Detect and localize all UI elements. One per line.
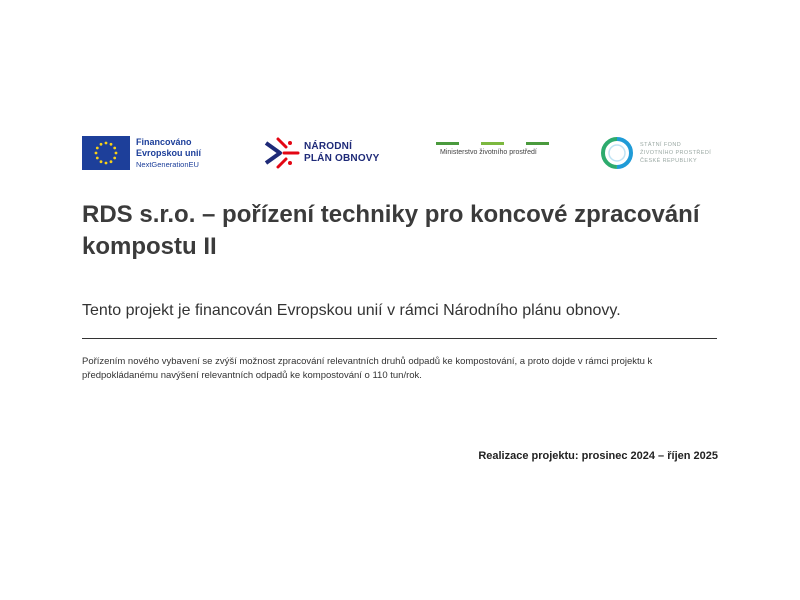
sfzp-logo-text <box>640 141 711 165</box>
logo-band <box>82 128 722 178</box>
divider-line <box>82 338 717 339</box>
project-realization-period: Realizace projektu: prosinec 2024 – říjen 2025 <box>478 450 718 462</box>
ministry-logo-bar <box>436 142 549 145</box>
sfzp-logo-line1: STÁTNÍ FOND <box>640 142 682 148</box>
funding-statement: Tento projekt je financován Evropskou unií v rámci Národního plánu obnovy. <box>82 302 621 319</box>
npo-logo-line2: PLÁN OBNOVY <box>304 153 380 164</box>
eu-logo-line3: NextGenerationEU <box>136 159 199 169</box>
eu-logo-line1: Financováno <box>136 136 192 147</box>
npo-logo-line1: NÁRODNÍ <box>304 141 353 152</box>
ministry-environment-logo <box>436 142 551 166</box>
sfzp-logo-line2: ŽIVOTNÍHO PROSTŘEDÍ <box>640 150 712 156</box>
npo-arrow-icon <box>262 135 300 171</box>
sfzp-ring-icon <box>600 136 634 170</box>
eu-funding-logo <box>82 134 201 172</box>
eu-logo-line2: Evropskou unií <box>136 147 202 158</box>
sfzp-logo-line3: ČESKÉ REPUBLIKY <box>640 158 698 164</box>
eu-logo-text <box>136 137 201 170</box>
npo-logo-text <box>304 141 380 165</box>
project-description: Pořízením nového vybavení se zvýší možnost zpracování relevantních druhů odpadů ke kompostování, a proto dojde v rámci projektu k předpokládanému navýšení relevantních odpadů ke kompostování o 110 tun/rok. <box>82 356 653 381</box>
npo-logo <box>262 133 380 173</box>
ministry-logo-text: Ministerstvo životního prostředí <box>440 149 537 156</box>
state-environment-fund-logo <box>600 134 711 172</box>
project-title: RDS s.r.o. – pořízení techniky pro koncové zpracování kompostu II <box>82 201 700 260</box>
eu-flag-icon <box>82 136 130 170</box>
